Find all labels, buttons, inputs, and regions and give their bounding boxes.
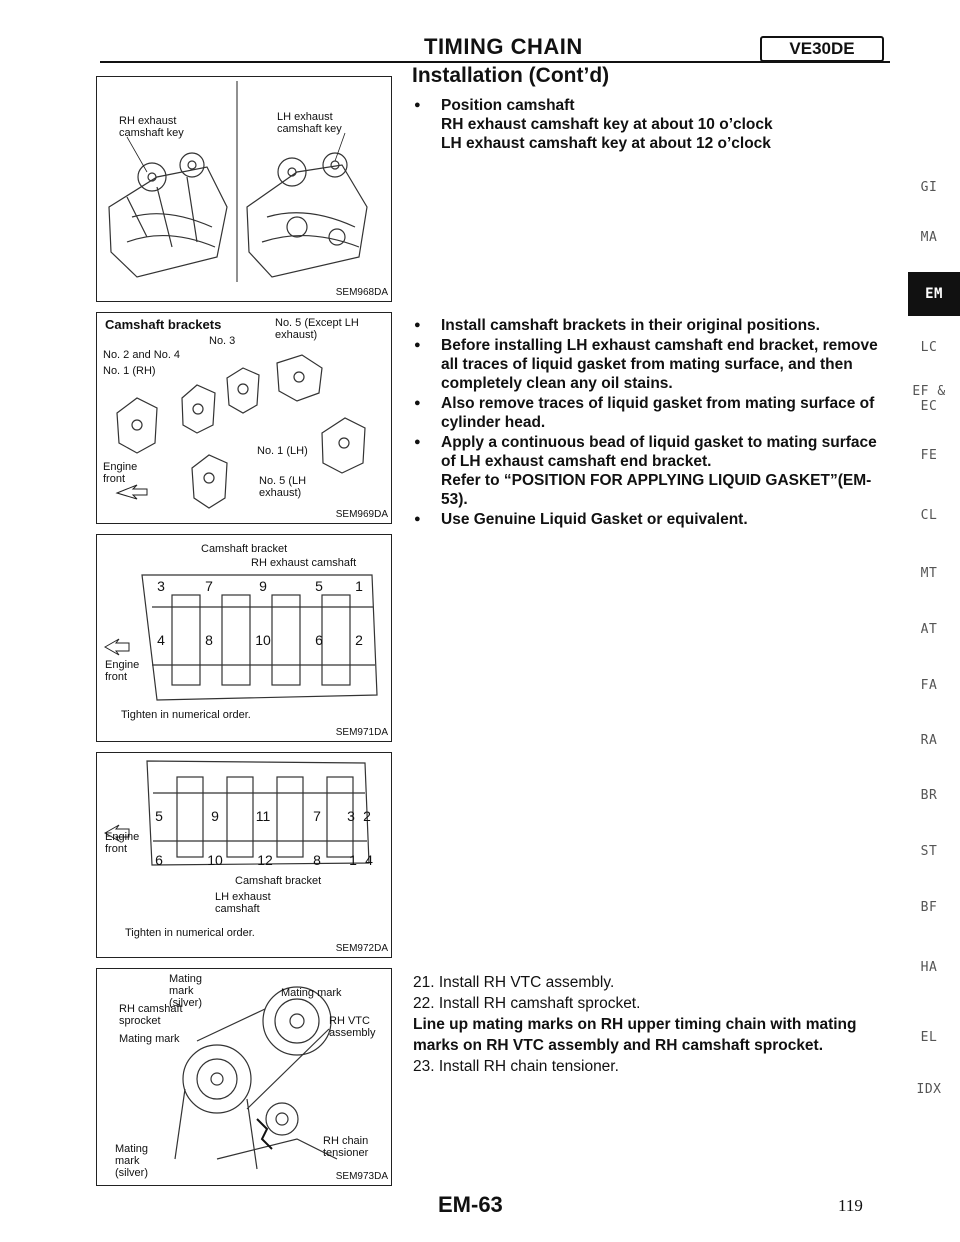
bullet-line: ● Apply a continuous bead of liquid gasket to mating surface bbox=[441, 434, 877, 451]
bullet-item bbox=[413, 316, 898, 335]
section-title: TIMING CHAIN bbox=[424, 34, 583, 59]
label-tighten-order: Tighten in numerical order. bbox=[125, 927, 255, 939]
section-page-number: EM-63 bbox=[438, 1192, 503, 1217]
bullet-line: all traces of liquid gasket from mating surface, and then bbox=[441, 356, 853, 373]
bolt-order-bottom-4: 8 bbox=[313, 852, 321, 868]
bolt-order-mid-2: 9 bbox=[211, 808, 219, 824]
tab-ef-label: EF & bbox=[912, 384, 946, 399]
camshaft-brackets-illustration bbox=[97, 313, 391, 523]
figure-id: SEM973DA bbox=[335, 1171, 388, 1182]
label-no5-lh: No. 5 (LH exhaust) bbox=[259, 475, 307, 499]
label-lh-exhaust-key: LH exhaust camshaft key bbox=[277, 111, 342, 135]
bolt-order-top-5: 1 bbox=[355, 578, 363, 594]
text-position-camshaft bbox=[413, 96, 898, 154]
tab-gi[interactable]: GI bbox=[920, 180, 938, 195]
label-no2-no4: No. 2 and No. 4 bbox=[103, 349, 181, 361]
bullet-line: of LH exhaust camshaft end bracket. bbox=[441, 453, 712, 470]
bolt-order-mid-4: 7 bbox=[313, 808, 321, 824]
label-engine-front: Engine front bbox=[103, 461, 138, 485]
bullet-line: RH exhaust camshaft key at about 10 o’clock bbox=[441, 116, 773, 133]
bullet-item bbox=[413, 510, 898, 529]
figure-id: SEM968DA bbox=[335, 287, 388, 298]
step-21: 21. Install RH VTC assembly. bbox=[413, 974, 615, 991]
page-number: 119 bbox=[838, 1196, 863, 1215]
bolt-order-bottom-5: 1 bbox=[349, 852, 357, 868]
bolt-order-bottom-2: 8 bbox=[205, 632, 213, 648]
bolt-order-bottom-5: 2 bbox=[355, 632, 363, 648]
label-mating-mark-left: Mating mark bbox=[119, 1033, 180, 1045]
tab-el[interactable]: EL bbox=[920, 1030, 938, 1045]
bullet-line: ● Install camshaft brackets in their original positions. bbox=[441, 317, 820, 334]
bolt-order-mid-3: 11 bbox=[255, 808, 271, 824]
bolt-order-mid-1: 5 bbox=[155, 808, 163, 824]
section-tabs bbox=[905, 0, 960, 1242]
section-subtitle: Installation (Cont’d) bbox=[412, 64, 610, 87]
bolt-order-bottom-6: 4 bbox=[365, 852, 373, 868]
step-note-line: Line up mating marks on RH upper timing chain with mating bbox=[413, 1016, 857, 1033]
tab-ha[interactable]: HA bbox=[920, 960, 938, 975]
label-rh-chain-tensioner: RH chain tensioner bbox=[323, 1135, 369, 1159]
tab-em[interactable]: EM bbox=[908, 272, 960, 316]
label-engine-front: Engine front bbox=[105, 659, 140, 683]
label-tighten-order: Tighten in numerical order. bbox=[121, 709, 251, 721]
figure-camshaft-keys bbox=[96, 76, 392, 302]
bullet-item bbox=[413, 433, 898, 509]
tab-ra[interactable]: RA bbox=[920, 733, 938, 748]
figure-id: SEM972DA bbox=[335, 943, 388, 954]
bullet-line: ● Also remove traces of liquid gasket from mating surface of bbox=[441, 395, 875, 412]
label-rh-exhaust-key: RH exhaust camshaft key bbox=[119, 115, 184, 139]
tab-at[interactable]: AT bbox=[920, 622, 938, 637]
bullet-line: cylinder head. bbox=[441, 414, 546, 431]
engine-badge: VE30DE bbox=[760, 36, 884, 62]
bolt-order-top-2: 7 bbox=[205, 578, 213, 594]
tab-ma[interactable]: MA bbox=[920, 230, 938, 245]
label-rh-camshaft-sprocket: RH camshaft sprocket bbox=[119, 1003, 183, 1027]
figure-rh-sprocket-mating bbox=[96, 968, 392, 1186]
bolt-order-bottom-1: 6 bbox=[155, 852, 163, 868]
tab-bf[interactable]: BF bbox=[920, 900, 938, 915]
figure-lh-bracket-tightening bbox=[96, 752, 392, 958]
label-rh-exhaust-camshaft: RH exhaust camshaft bbox=[251, 557, 357, 569]
tab-br[interactable]: BR bbox=[920, 788, 938, 803]
label-no5-except-lh: No. 5 (Except LH exhaust) bbox=[275, 317, 359, 341]
label-lh-exhaust-camshaft: LH exhaust camshaft bbox=[215, 891, 271, 915]
label-no1-lh: No. 1 (LH) bbox=[257, 445, 308, 457]
bullet-item bbox=[413, 336, 898, 393]
bolt-order-mid-6: 2 bbox=[363, 808, 371, 824]
bullet-line: LH exhaust camshaft key at about 12 o’clock bbox=[441, 135, 771, 152]
bullet-line: ● Use Genuine Liquid Gasket or equivalent. bbox=[441, 511, 748, 528]
bolt-order-bottom-1: 4 bbox=[157, 632, 165, 648]
label-no3: No. 3 bbox=[209, 335, 236, 347]
label-mating-mark-silver-top: Mating mark (silver) bbox=[169, 973, 203, 1009]
figure-rh-bracket-tightening bbox=[96, 534, 392, 742]
label-mating-mark: Mating mark bbox=[281, 987, 342, 999]
label-camshaft-bracket: Camshaft bracket bbox=[201, 543, 288, 555]
bolt-order-top-3: 9 bbox=[259, 578, 267, 594]
bolt-order-bottom-4: 6 bbox=[315, 632, 323, 648]
figure-camshaft-brackets bbox=[96, 312, 392, 524]
label-no1-rh: No. 1 (RH) bbox=[103, 365, 156, 377]
tab-lc[interactable]: LC bbox=[920, 340, 938, 355]
bolt-order-top-1: 3 bbox=[157, 578, 165, 594]
label-rh-vtc-assembly: RH VTC assembly bbox=[329, 1015, 376, 1039]
step-note-line: marks on RH VTC assembly and RH camshaft sprocket. bbox=[413, 1037, 824, 1054]
bullet-line: Refer to “POSITION FOR APPLYING LIQUID GASKET”(EM- bbox=[441, 472, 872, 489]
bullet-line: ● Position camshaft bbox=[441, 97, 575, 114]
bullet-item bbox=[413, 96, 898, 153]
tab-idx[interactable]: IDX bbox=[916, 1082, 942, 1097]
header-rule bbox=[100, 61, 890, 63]
text-install-brackets bbox=[413, 316, 898, 530]
bolt-order-mid-5: 3 bbox=[347, 808, 355, 824]
bullet-item bbox=[413, 394, 898, 432]
tab-ec-label: EC bbox=[920, 399, 938, 414]
bolt-order-top-4: 5 bbox=[315, 578, 323, 594]
tab-fe[interactable]: FE bbox=[920, 448, 938, 463]
tab-fa[interactable]: FA bbox=[920, 678, 938, 693]
tab-st[interactable]: ST bbox=[920, 844, 938, 859]
bullet-line: ● Before installing LH exhaust camshaft end bracket, remove bbox=[441, 337, 878, 354]
text-steps bbox=[413, 972, 898, 1077]
bolt-order-bottom-2: 10 bbox=[207, 852, 223, 868]
bullet-line: 53). bbox=[441, 491, 468, 508]
figure-id: SEM971DA bbox=[335, 727, 388, 738]
tab-ef-ec[interactable] bbox=[905, 384, 953, 414]
label-camshaft-brackets: Camshaft brackets bbox=[105, 317, 222, 332]
figure-id: SEM969DA bbox=[335, 509, 388, 520]
tab-cl[interactable]: CL bbox=[920, 508, 938, 523]
bullet-line: completely clean any oil stains. bbox=[441, 375, 673, 392]
step-23: 23. Install RH chain tensioner. bbox=[413, 1058, 619, 1075]
bolt-order-bottom-3: 10 bbox=[255, 632, 271, 648]
bolt-order-bottom-3: 12 bbox=[257, 852, 273, 868]
step-22: 22. Install RH camshaft sprocket. bbox=[413, 995, 641, 1012]
tab-mt[interactable]: MT bbox=[920, 566, 938, 581]
label-camshaft-bracket: Camshaft bracket bbox=[235, 875, 322, 887]
label-engine-front: Engine front bbox=[105, 831, 140, 855]
label-mating-mark-silver-bottom: Mating mark (silver) bbox=[115, 1143, 149, 1179]
